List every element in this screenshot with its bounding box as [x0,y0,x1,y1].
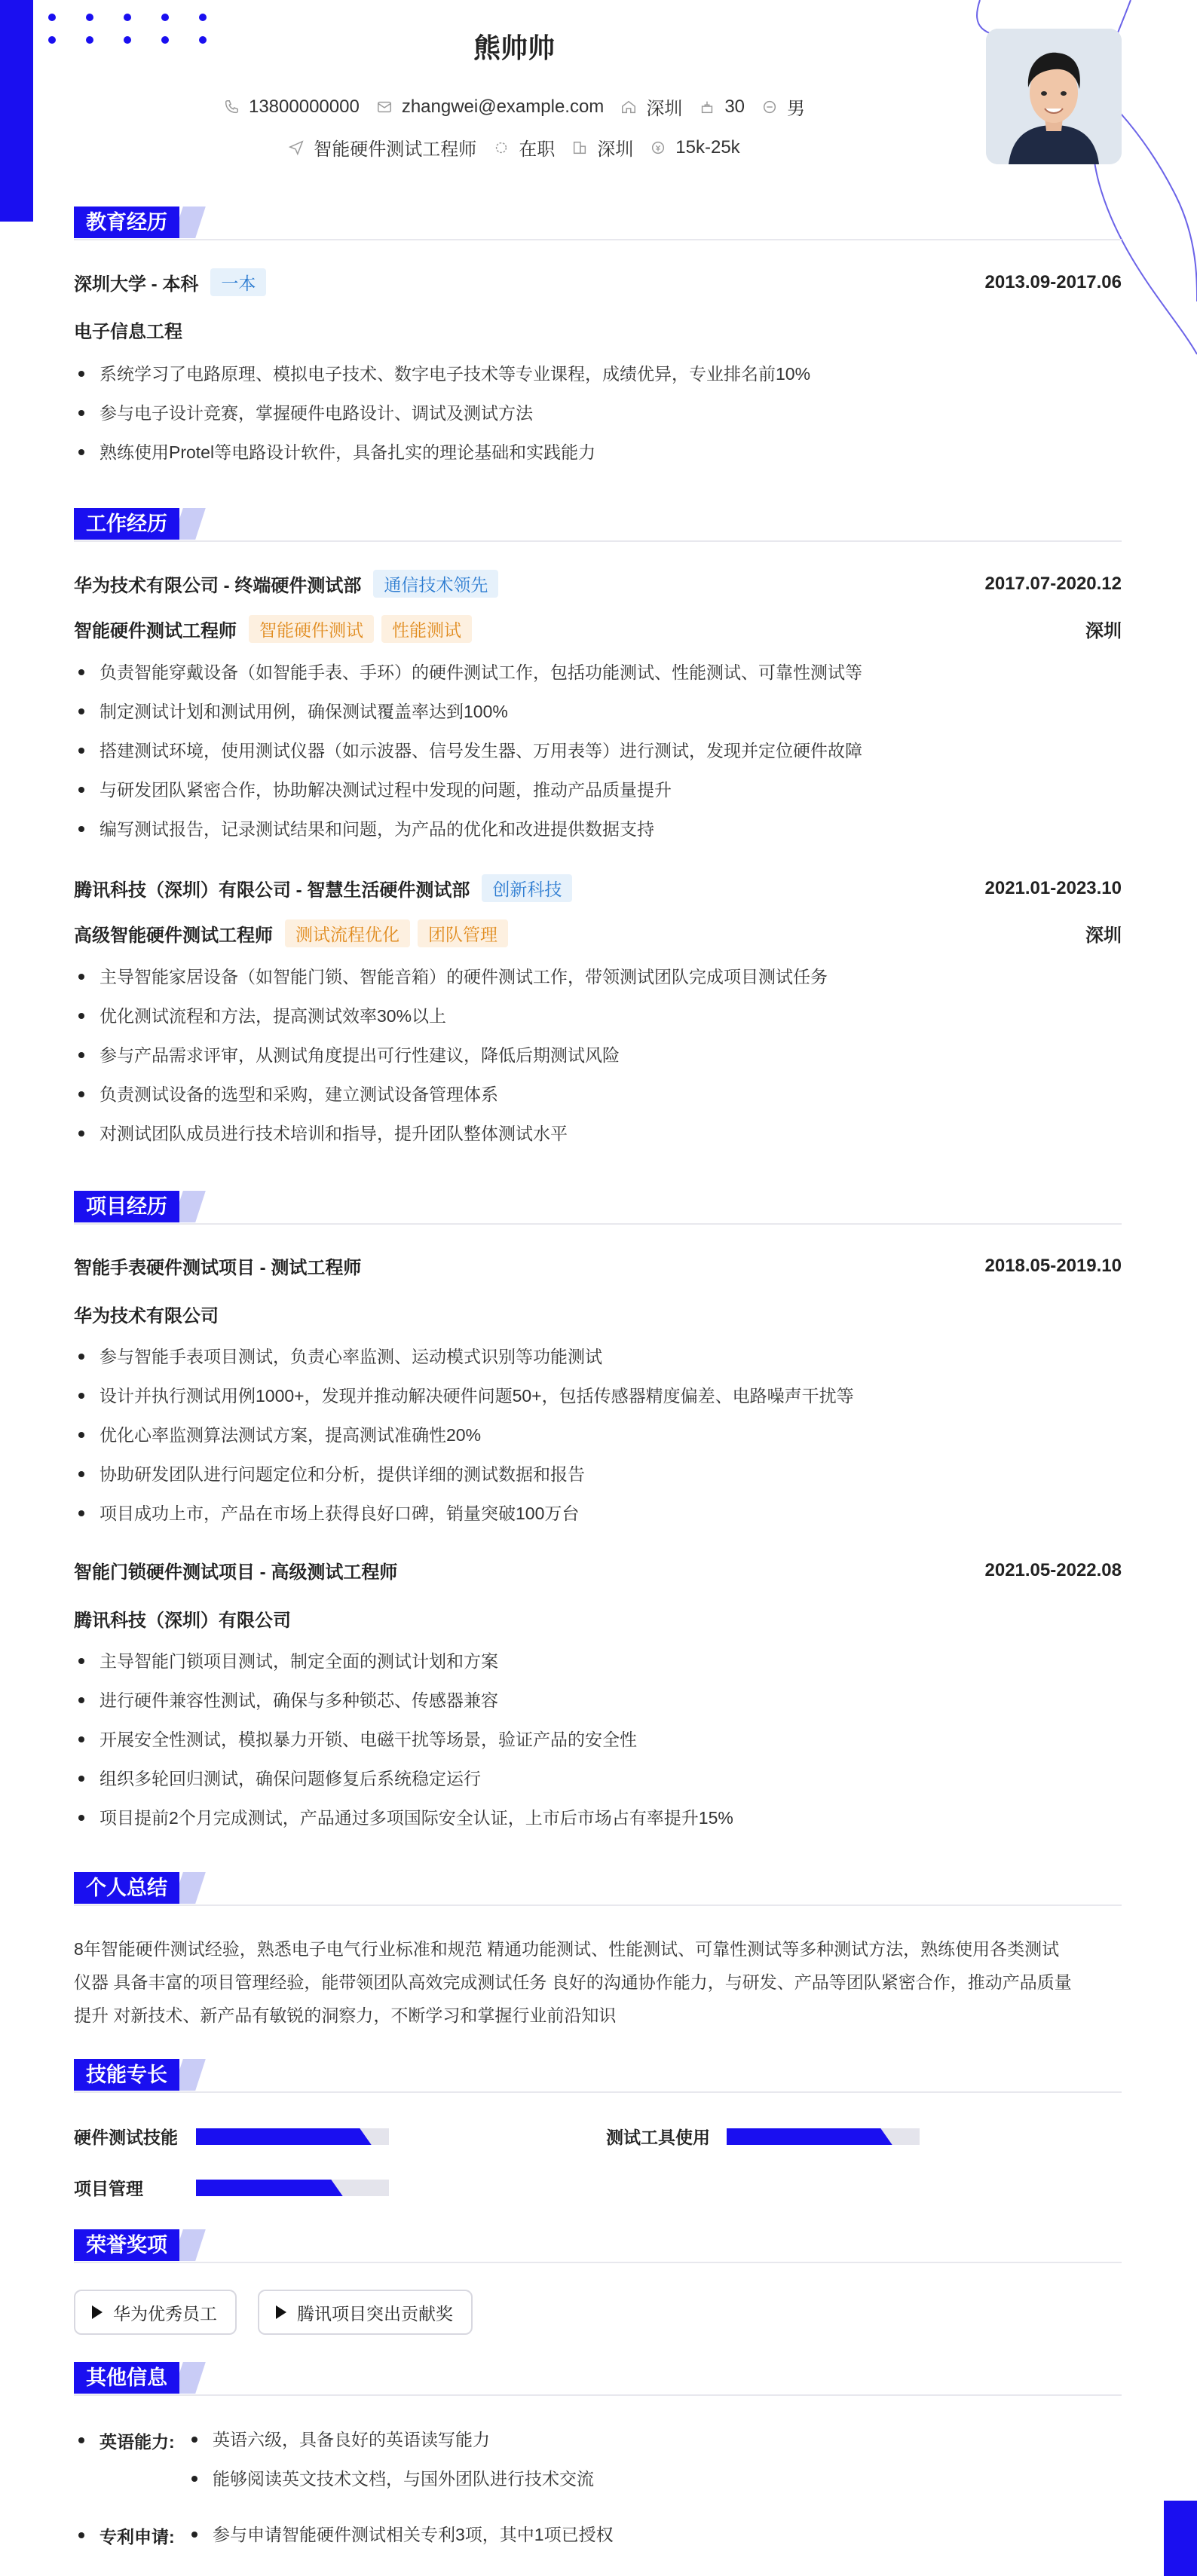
list-item: 英语六级，具备良好的英语读写能力 [187,2428,594,2467]
section-title: 项目经历 [74,1191,179,1222]
section-title: 荣誉奖项 [74,2229,179,2261]
list-item: 对测试团队成员进行技术培训和指导，提升团队整体测试水平 [74,1114,1122,1153]
target-city-text: 深圳 [597,139,634,160]
list-item: 能够阅读英文技术文档，与国外团队进行技术交流 [187,2467,594,2507]
list-item: 设计并执行测试用例1000+，发现并推动解决硬件问题50+，包括传感器精度偏差、电路噪声干扰等 [74,1376,1122,1415]
play-icon [92,2305,103,2319]
divider [74,1904,1122,1906]
home-icon [620,99,637,115]
list-item: 参与智能手表项目测试，负责心率监测、运动模式识别等功能测试 [74,1337,1122,1376]
summary-line: 提升 对新技术、新产品有敏锐的洞察力，不断学习和掌握行业前沿知识 [74,2005,617,2025]
award-chip [258,2290,473,2335]
target-city-item [571,134,633,161]
company-tag: 创新科技 [482,874,572,902]
project-name: 智能手表硬件测试项目 - 测试工程师 [74,1258,362,1278]
decor-right-bar [1164,2501,1197,2576]
job-role: 高级智能硬件测试工程师 [74,925,273,946]
list-item: 主导智能门锁项目测试，制定全面的测试计划和方案 [74,1641,1122,1681]
role-tag: 智能硬件测试 [249,615,374,643]
skill-item [74,2175,389,2200]
divider [74,239,1122,240]
list-item: 编写测试报告，记录测试结果和问题，为产品的优化和改进提供数据支持 [74,809,1122,849]
age-text: 30 [724,96,745,117]
salary-item [650,137,739,158]
decor-left-bar [0,0,33,222]
list-item: 参与电子设计竞赛，掌握硬件电路设计、调试及测试方法 [74,393,1122,433]
divider [74,2394,1122,2396]
gender-text: 男 [787,99,806,119]
email-item [376,96,605,118]
job-bullets [74,957,1122,1153]
other-label: 专利申请: [74,2523,175,2548]
status-text: 在职 [519,139,556,160]
list-item: 优化测试流程和方法，提高测试效率30%以上 [74,996,1122,1036]
school-tag: 一本 [210,268,266,296]
position-text: 智能硬件测试工程师 [314,139,477,160]
play-icon [276,2305,286,2319]
divider [74,540,1122,542]
skill-bar-fill [727,2128,879,2145]
other-list [187,2428,594,2507]
contact-row [74,93,954,120]
other-label: 英语能力: [74,2428,175,2453]
divider [74,2091,1122,2093]
role-tag: 测试流程优化 [285,919,410,947]
mail-icon [376,99,393,115]
phone-text: 13800000000 [248,96,360,117]
gender-icon [761,99,778,115]
list-item: 开展安全性测试，模拟暴力开锁、电磁干扰等场景，验证产品的安全性 [74,1720,1122,1759]
position-item [288,134,476,161]
send-icon [288,139,305,156]
section-work [74,508,1122,541]
avatar [986,29,1122,164]
project-bullets [74,1641,1122,1837]
list-item: 优化心率监测算法测试方案，提高测试准确性20% [74,1415,1122,1455]
section-title: 其他信息 [74,2362,179,2394]
phone-item [223,96,360,118]
list-item: 系统学习了电路原理、模拟电子技术、数字电子技术等专业课程，成绩优异，专业排名前10% [74,354,1122,393]
status-item [493,134,555,161]
award-text: 腾讯项目突出贡献奖 [297,2303,453,2324]
gender-item [761,93,805,120]
city-text: 深圳 [646,99,683,119]
building-icon [571,139,588,156]
summary-line: 8年智能硬件测试经验，熟悉电子电气行业标准和规范 精通功能测试、性能测试、可靠性测试等多种测试方法，熟练使用各类测试 [74,1939,1060,1959]
education-major: 电子信息工程 [74,322,182,342]
list-item: 搭建测试环境，使用测试仪器（如示波器、信号发生器、万用表等）进行测试，发现并定位硬件故障 [74,731,1122,770]
summary-text [74,1932,1122,2032]
section-title: 教育经历 [74,207,179,238]
cake-icon [699,99,715,115]
skill-bar-fill [196,2180,329,2196]
summary-line: 仪器 具备丰富的项目管理经验，能带领团队高效完成测试任务 良好的沟通协作能力，与研发、产品等团队紧密合作，推动产品质量 [74,1972,1072,1992]
list-item: 项目提前2个月完成测试，产品通过多项国际安全认证，上市后市场占有率提升15% [74,1798,1122,1837]
age-item [699,96,745,118]
divider [74,2262,1122,2263]
job-city: 深圳 [1085,621,1122,641]
project-header-row [74,1253,1122,1279]
role-tag: 团队管理 [418,919,508,947]
skill-bar [196,2180,389,2196]
award-chip [74,2290,237,2335]
section-projects [74,1191,1122,1224]
money-icon [650,139,666,156]
project-name: 智能门锁硬件测试项目 - 高级测试工程师 [74,1562,398,1583]
section-summary [74,1872,1122,1905]
email-text: zhangwei@example.com [401,96,605,117]
list-item: 负责智能穿戴设备（如智能手表、手环）的硬件测试工作，包括功能测试、性能测试、可靠性测试等 [74,653,1122,692]
project-company: 腾讯科技（深圳）有限公司 [74,1611,291,1631]
section-other [74,2362,1122,2395]
job-role-row [74,919,1122,947]
list-item: 参与申请智能硬件测试相关专利3项，其中1项已授权 [187,2523,614,2562]
skill-bar [727,2128,920,2145]
other-list [187,2523,614,2562]
avatar-portrait [986,29,1122,164]
status-icon [493,139,510,156]
job-header-row [74,570,1122,598]
project-header-row [74,1557,1122,1583]
list-item: 制定测试计划和测试用例，确保测试覆盖率达到100% [74,692,1122,731]
company-tag: 通信技术领先 [373,570,498,598]
education-period: 2013.09-2017.06 [984,271,1122,292]
phone-icon [223,99,240,115]
job-intent-row [74,134,954,161]
education-bullets [74,354,1122,472]
salary-text: 15k-25k [675,136,740,158]
skill-name: 项目管理 [74,2179,143,2198]
project-company: 华为技术有限公司 [74,1306,219,1326]
section-title: 工作经历 [74,508,179,540]
school-name: 深圳大学 - 本科 [74,274,199,295]
list-item: 项目成功上市，产品在市场上获得良好口碑，销量突破100万台 [74,1494,1122,1533]
list-item: 协助研发团队进行问题定位和分析，提供详细的测试数据和报告 [74,1455,1122,1494]
list-item: 主导智能家居设备（如智能门锁、智能音箱）的硬件测试工作，带领测试团队完成项目测试任务 [74,957,1122,996]
list-item: 熟练使用Protel等电路设计软件，具备扎实的理论基础和实践能力 [74,433,1122,472]
award-text: 华为优秀员工 [113,2303,217,2324]
list-item: 负责测试设备的选型和采购，建立测试设备管理体系 [74,1075,1122,1114]
list-item: 组织多轮回归测试，确保问题修复后系统稳定运行 [74,1759,1122,1798]
job-period: 2017.07-2020.12 [984,573,1122,594]
job-city: 深圳 [1085,925,1122,946]
job-role-row [74,615,1122,643]
list-item: 进行硬件兼容性测试，确保与多种锁芯、传感器兼容 [74,1681,1122,1720]
section-skills [74,2059,1122,2092]
company-name: 华为技术有限公司 - 终端硬件测试部 [74,576,362,596]
job-header-row [74,874,1122,902]
skill-item [606,2124,920,2149]
company-name: 腾讯科技（深圳）有限公司 - 智慧生活硬件测试部 [74,880,470,901]
project-period: 2018.05-2019.10 [984,1255,1122,1276]
skill-name: 硬件测试技能 [74,2128,178,2147]
education-header-row [74,268,1122,296]
section-title: 个人总结 [74,1872,179,1904]
skill-name: 测试工具使用 [606,2128,710,2147]
project-bullets [74,1337,1122,1533]
section-awards [74,2229,1122,2262]
job-role: 智能硬件测试工程师 [74,621,237,641]
job-bullets [74,653,1122,849]
skill-bar-fill [196,2128,358,2145]
section-title: 技能专长 [74,2059,179,2091]
section-education [74,207,1122,240]
project-period: 2021.05-2022.08 [984,1559,1122,1580]
candidate-name: 熊帅帅 [473,32,555,63]
job-period: 2021.01-2023.10 [984,877,1122,898]
skill-item [74,2124,389,2149]
list-item: 与研发团队紧密合作，协助解决测试过程中发现的问题，推动产品质量提升 [74,770,1122,809]
city-item [620,93,682,120]
divider [74,1223,1122,1225]
role-tag: 性能测试 [381,615,472,643]
list-item: 参与产品需求评审，从测试角度提出可行性建议，降低后期测试风险 [74,1036,1122,1075]
skill-bar [196,2128,389,2145]
